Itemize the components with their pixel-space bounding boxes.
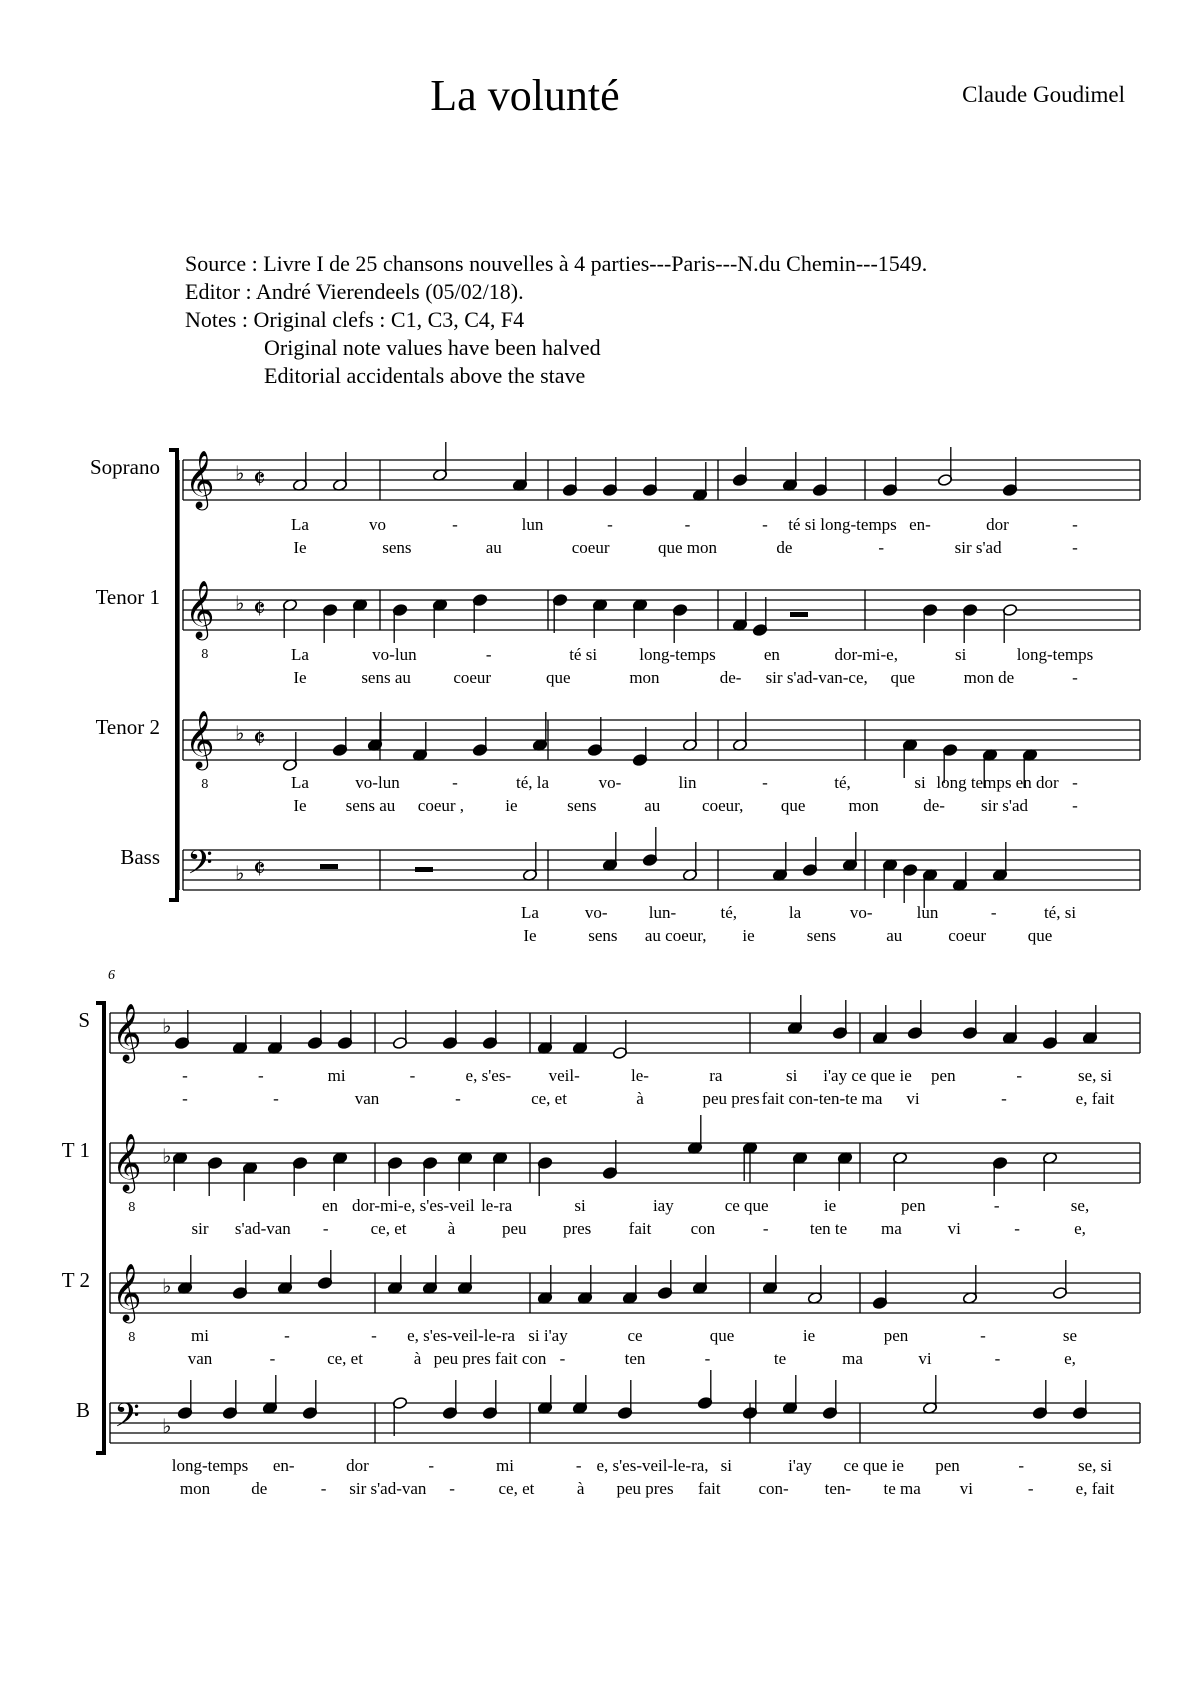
- lyric-syllable: -: [322, 1219, 329, 1238]
- octave-mark: 8: [201, 647, 209, 661]
- part-label-soprano: Soprano: [90, 455, 160, 479]
- lyric-syllable: lun: [521, 515, 544, 534]
- lyric-syllable: mon: [848, 796, 879, 815]
- piece-title: La volunté: [430, 71, 620, 120]
- lyric-syllable: fait: [697, 1479, 721, 1498]
- lyric-syllable: vo-lun: [355, 773, 400, 792]
- lyric-syllable: Ie: [293, 668, 307, 687]
- lyric-syllable: au: [485, 538, 502, 557]
- lyric-syllable: con: [690, 1219, 716, 1238]
- lyric-syllable: dor-mi-e,: [834, 645, 898, 664]
- lyric-syllable: con-: [758, 1479, 789, 1498]
- flat-icon: ♭: [162, 1274, 172, 1298]
- lyric-syllable: le-: [631, 1066, 649, 1085]
- lyric-syllable: à: [413, 1349, 422, 1368]
- lyric-syllable: -: [575, 1456, 582, 1475]
- bass-clef-icon: 𝄢: [187, 844, 213, 890]
- notes-line: Notes : Original clefs : C1, C3, C4, F4: [185, 307, 525, 332]
- lyric-syllable: La: [291, 773, 309, 792]
- lyric-syllable: -: [994, 1349, 1001, 1368]
- lyric-syllable: ra: [709, 1066, 723, 1085]
- lyric-syllable: que: [1027, 926, 1053, 945]
- lyric-syllable: vo-: [598, 773, 622, 792]
- lyric-syllable: mon: [629, 668, 660, 687]
- lyric-syllable: -: [371, 1326, 377, 1345]
- lyric-syllable: vo-lun: [372, 645, 417, 664]
- lyric-syllable: lun-: [648, 903, 677, 922]
- lyric-syllable: peu pres: [616, 1479, 674, 1498]
- lyric-syllable: -: [704, 1349, 711, 1368]
- half-rest: [415, 867, 433, 872]
- lyric-syllable: ten-: [824, 1479, 852, 1498]
- lyric-syllable: dor: [986, 515, 1009, 534]
- lyric-syllable: en: [321, 1196, 339, 1215]
- lyric-syllable: coeur,: [702, 796, 744, 815]
- lyric-syllable: ma: [842, 1349, 863, 1368]
- composer-name: Claude Goudimel: [962, 82, 1125, 107]
- lyric-syllable: le-ra: [481, 1196, 513, 1215]
- lyric-syllable: Ie: [293, 538, 307, 557]
- lyric-syllable: en: [763, 645, 780, 664]
- lyric-syllable: vi: [918, 1349, 932, 1368]
- lyric-syllable: de: [251, 1479, 268, 1498]
- lyric-syllable: -: [1018, 1456, 1025, 1475]
- lyric-syllable: que: [709, 1326, 735, 1345]
- lyric-syllable: La: [291, 515, 309, 534]
- source-line: Source : Livre I de 25 chansons nouvelles à 4 parties---Paris---N.du Chemin---1549.: [185, 251, 928, 276]
- lyric-syllable: e, fait: [1075, 1479, 1115, 1498]
- lyric-syllable: mi: [327, 1066, 346, 1085]
- lyric-syllable: à: [636, 1089, 644, 1108]
- treble-clef-icon: 𝄞: [185, 450, 215, 508]
- lyric-syllable: vo: [369, 515, 386, 534]
- lyric-syllable: van: [354, 1089, 380, 1108]
- lyric-syllable: se,: [1070, 1196, 1090, 1215]
- lyric-syllable: de-: [719, 668, 742, 687]
- part-label-tenor1: Tenor 1: [95, 585, 160, 609]
- lyric-syllable: pen: [883, 1326, 909, 1345]
- lyric-syllable: -: [455, 1089, 461, 1108]
- lyric-syllable: -: [762, 1219, 769, 1238]
- lyric-syllable: -: [1072, 538, 1078, 557]
- lyric-syllable: sir: [191, 1219, 209, 1238]
- lyric-syllable: -: [762, 773, 768, 792]
- notes-extra-1: Original note values have been halved: [264, 335, 601, 360]
- lyric-syllable: si: [720, 1456, 732, 1475]
- lyric-syllable: sir s'ad: [954, 538, 1002, 557]
- lyric-syllable: long-temps: [1016, 645, 1094, 664]
- lyric-syllable: van: [187, 1349, 213, 1368]
- lyric-syllable: si: [954, 645, 967, 664]
- lyric-syllable: Ie: [523, 926, 537, 945]
- lyric-syllable: pres: [562, 1219, 592, 1238]
- lyric-syllable: e, fait: [1075, 1089, 1115, 1108]
- part-label-t1: T 1: [61, 1138, 90, 1162]
- part-label-bass: Bass: [120, 845, 160, 869]
- lyric-syllable: sens: [567, 796, 597, 815]
- lyric-syllable: se, si: [1078, 1456, 1112, 1475]
- lyric-syllable: La: [291, 645, 309, 664]
- lyric-syllable: -: [269, 1349, 276, 1368]
- lyric-syllable: ce que ie: [843, 1456, 904, 1475]
- lyric-syllable: -: [607, 515, 613, 534]
- lyric-syllable: -: [182, 1066, 188, 1085]
- lyric-syllable: ie: [823, 1196, 837, 1215]
- lyric-syllable: ce: [627, 1326, 643, 1345]
- lyric-syllable: sens: [382, 538, 412, 557]
- cut-time-icon: 𝄵: [253, 592, 266, 625]
- lyric-syllable: té si: [569, 645, 598, 664]
- lyric-syllable: sens au: [361, 668, 411, 687]
- lyric-syllable: peu pres: [702, 1089, 760, 1108]
- lyric-syllable: peu pres fait con: [433, 1349, 547, 1368]
- lyric-syllable: té, la: [515, 773, 550, 792]
- lyric-syllable: ce, et: [370, 1219, 407, 1238]
- lyric-syllable: -: [409, 1066, 416, 1085]
- measure-number: 6: [108, 968, 115, 983]
- lyric-syllable: mon de: [963, 668, 1015, 687]
- cut-time-icon: 𝄵: [253, 722, 266, 755]
- lyric-syllable: s'ad-van: [234, 1219, 291, 1238]
- lyric-syllable: veil-: [548, 1066, 580, 1085]
- lyric-syllable: -: [993, 1196, 1000, 1215]
- lyric-syllable: long-temps: [171, 1456, 249, 1475]
- lyric-syllable: té si long-temps: [788, 515, 897, 534]
- bass-clef-icon: 𝄢: [114, 1397, 140, 1443]
- lyric-syllable: -: [1001, 1089, 1007, 1108]
- lyric-syllable: que mon: [657, 538, 718, 557]
- lyric-syllable: pen: [935, 1456, 960, 1475]
- lyric-syllable: vi: [959, 1479, 974, 1498]
- lyric-syllable: ie: [802, 1326, 816, 1345]
- lyric-syllable: ma: [881, 1219, 902, 1238]
- cut-time-icon: 𝄵: [253, 462, 266, 495]
- lyric-syllable: -: [1014, 1219, 1020, 1238]
- lyric-syllable: de-: [923, 796, 945, 815]
- lyric-syllable: que: [546, 668, 571, 687]
- lyric-syllable: sens: [588, 926, 618, 945]
- lyric-syllable: peu: [502, 1219, 527, 1238]
- octave-mark: 8: [201, 777, 209, 791]
- lyric-syllable: coeur: [453, 668, 492, 687]
- lyric-syllable: iay: [652, 1196, 674, 1215]
- lyric-syllable: mi: [496, 1456, 514, 1475]
- lyric-syllable: té, si: [1043, 903, 1077, 922]
- lyric-syllable: se, si: [1078, 1066, 1112, 1085]
- lyric-syllable: en-: [272, 1456, 295, 1475]
- lyric-syllable: -: [428, 1456, 435, 1475]
- lyric-syllable: La: [521, 903, 539, 922]
- lyric-syllable: sir s'ad-van: [349, 1479, 427, 1498]
- lyric-syllable: si i'ay: [528, 1326, 568, 1345]
- lyric-syllable: ie: [505, 796, 518, 815]
- lyric-syllable: ce, et: [531, 1089, 567, 1108]
- lyric-syllable: ce que: [724, 1196, 769, 1215]
- lyric-syllable: vo-: [584, 903, 608, 922]
- lyric-syllable: à: [447, 1219, 456, 1238]
- lyric-syllable: -: [257, 1066, 264, 1085]
- lyric-syllable: ce, et: [327, 1349, 363, 1368]
- lyric-syllable: -: [1072, 515, 1078, 534]
- lyric-syllable: sens: [806, 926, 837, 945]
- treble-clef-icon: 𝄞: [185, 710, 215, 768]
- lyric-syllable: à: [576, 1479, 585, 1498]
- flat-icon: ♭: [235, 461, 245, 485]
- system-bracket: [96, 1003, 104, 1453]
- lyric-syllable: ten: [624, 1349, 646, 1368]
- flat-icon: ♭: [235, 591, 245, 615]
- lyric-syllable: -: [1072, 773, 1078, 792]
- lyric-syllable: long temps en dor: [936, 773, 1059, 792]
- lyric-syllable: vo-: [849, 903, 873, 922]
- lyric-syllable: ten te: [809, 1219, 848, 1238]
- part-label-tenor2: Tenor 2: [95, 715, 160, 739]
- lyric-syllable: pen: [901, 1196, 926, 1215]
- lyric-syllable: té,: [720, 903, 738, 922]
- half-rest: [790, 612, 808, 617]
- lyric-syllable: -: [182, 1089, 188, 1108]
- lyric-syllable: -: [284, 1326, 290, 1345]
- lyric-syllable: dor: [346, 1456, 369, 1475]
- treble-clef-icon: 𝄞: [112, 1263, 142, 1321]
- lyric-syllable: te ma: [883, 1479, 921, 1498]
- lyric-syllable: té,: [834, 773, 851, 792]
- lyric-syllable: -: [485, 645, 492, 664]
- lyric-syllable: i'ay ce que ie: [823, 1066, 912, 1085]
- lyric-syllable: -: [559, 1349, 566, 1368]
- lyric-syllable: e, s'es-veil-le-ra: [407, 1326, 515, 1345]
- lyric-syllable: -: [320, 1479, 327, 1498]
- lyric-syllable: -: [452, 773, 458, 792]
- treble-clef-icon: 𝄞: [185, 580, 215, 638]
- lyric-syllable: e,: [1064, 1349, 1076, 1368]
- lyric-syllable: si: [785, 1066, 798, 1085]
- lyric-syllable: la: [788, 903, 802, 922]
- part-label-t2: T 2: [61, 1268, 90, 1292]
- part-label-b: B: [75, 1398, 90, 1422]
- lyric-syllable: ie: [742, 926, 755, 945]
- lyric-syllable: -: [878, 538, 885, 557]
- lyric-syllable: -: [1072, 668, 1078, 687]
- lyric-syllable: au coeur,: [644, 926, 707, 945]
- lyric-syllable: sir s'ad-van-ce,: [765, 668, 868, 687]
- lyric-syllable: -: [273, 1089, 279, 1108]
- lyric-syllable: sir s'ad: [981, 796, 1029, 815]
- lyric-syllable: dor-mi-e, s'es-veil: [352, 1196, 475, 1215]
- lyric-syllable: au: [886, 926, 903, 945]
- lyric-syllable: pen: [931, 1066, 956, 1085]
- lyric-syllable: -: [980, 1326, 986, 1345]
- flat-icon: ♭: [235, 721, 245, 745]
- octave-mark: 8: [128, 1330, 136, 1344]
- flat-icon: ♭: [162, 1144, 172, 1168]
- lyric-syllable: te: [773, 1349, 787, 1368]
- lyric-syllable: -: [1072, 796, 1078, 815]
- lyric-syllable: mon: [179, 1479, 211, 1498]
- flat-icon: ♭: [235, 861, 245, 885]
- lyric-syllable: se: [1062, 1326, 1078, 1345]
- lyric-syllable: que: [890, 668, 916, 687]
- lyric-syllable: vi: [906, 1089, 920, 1108]
- lyric-syllable: e, s'es-: [465, 1066, 512, 1085]
- cut-time-icon: 𝄵: [253, 852, 266, 885]
- notes-extra-2: Editorial accidentals above the stave: [264, 363, 586, 388]
- lyric-syllable: Ie: [293, 796, 307, 815]
- lyric-syllable: coeur: [948, 926, 987, 945]
- flat-icon: ♭: [162, 1014, 172, 1038]
- lyric-syllable: si: [914, 773, 926, 792]
- lyric-syllable: sens au: [345, 796, 396, 815]
- lyric-syllable: vi: [947, 1219, 961, 1238]
- lyric-syllable: long-temps: [639, 645, 716, 664]
- lyric-syllable: lin: [678, 773, 697, 792]
- lyric-syllable: mi: [191, 1326, 209, 1345]
- part-label-s: S: [78, 1008, 90, 1032]
- lyric-syllable: -: [762, 515, 768, 534]
- lyric-syllable: fait con-ten-te ma: [761, 1089, 883, 1108]
- lyric-syllable: au: [644, 796, 661, 815]
- lyric-syllable: coeur: [571, 538, 610, 557]
- treble-clef-icon: 𝄞: [112, 1133, 142, 1191]
- lyric-syllable: fait: [628, 1219, 652, 1238]
- lyric-syllable: que: [780, 796, 806, 815]
- treble-clef-icon: 𝄞: [112, 1003, 142, 1061]
- lyric-syllable: -: [1027, 1479, 1034, 1498]
- lyric-syllable: e,: [1074, 1219, 1086, 1238]
- lyric-syllable: -: [684, 515, 691, 534]
- lyric-syllable: en-: [909, 515, 931, 534]
- lyric-syllable: ce, et: [498, 1479, 535, 1498]
- lyric-syllable: e, s'es-veil-le-ra,: [596, 1456, 709, 1475]
- system-bracket: [169, 450, 177, 900]
- lyric-syllable: coeur ,: [417, 796, 465, 815]
- lyric-syllable: si: [574, 1196, 586, 1215]
- editor-line: Editor : André Vierendeels (05/02/18).: [185, 279, 524, 304]
- lyric-syllable: -: [1016, 1066, 1022, 1085]
- lyric-syllable: i'ay: [788, 1456, 812, 1475]
- lyric-syllable: -: [452, 515, 458, 534]
- lyric-syllable: -: [990, 903, 997, 922]
- flat-icon: ♭: [162, 1414, 172, 1438]
- whole-rest: [320, 864, 338, 869]
- octave-mark: 8: [128, 1200, 136, 1214]
- lyric-syllable: lun: [916, 903, 939, 922]
- lyric-syllable: de: [776, 538, 793, 557]
- lyric-syllable: -: [449, 1479, 455, 1498]
